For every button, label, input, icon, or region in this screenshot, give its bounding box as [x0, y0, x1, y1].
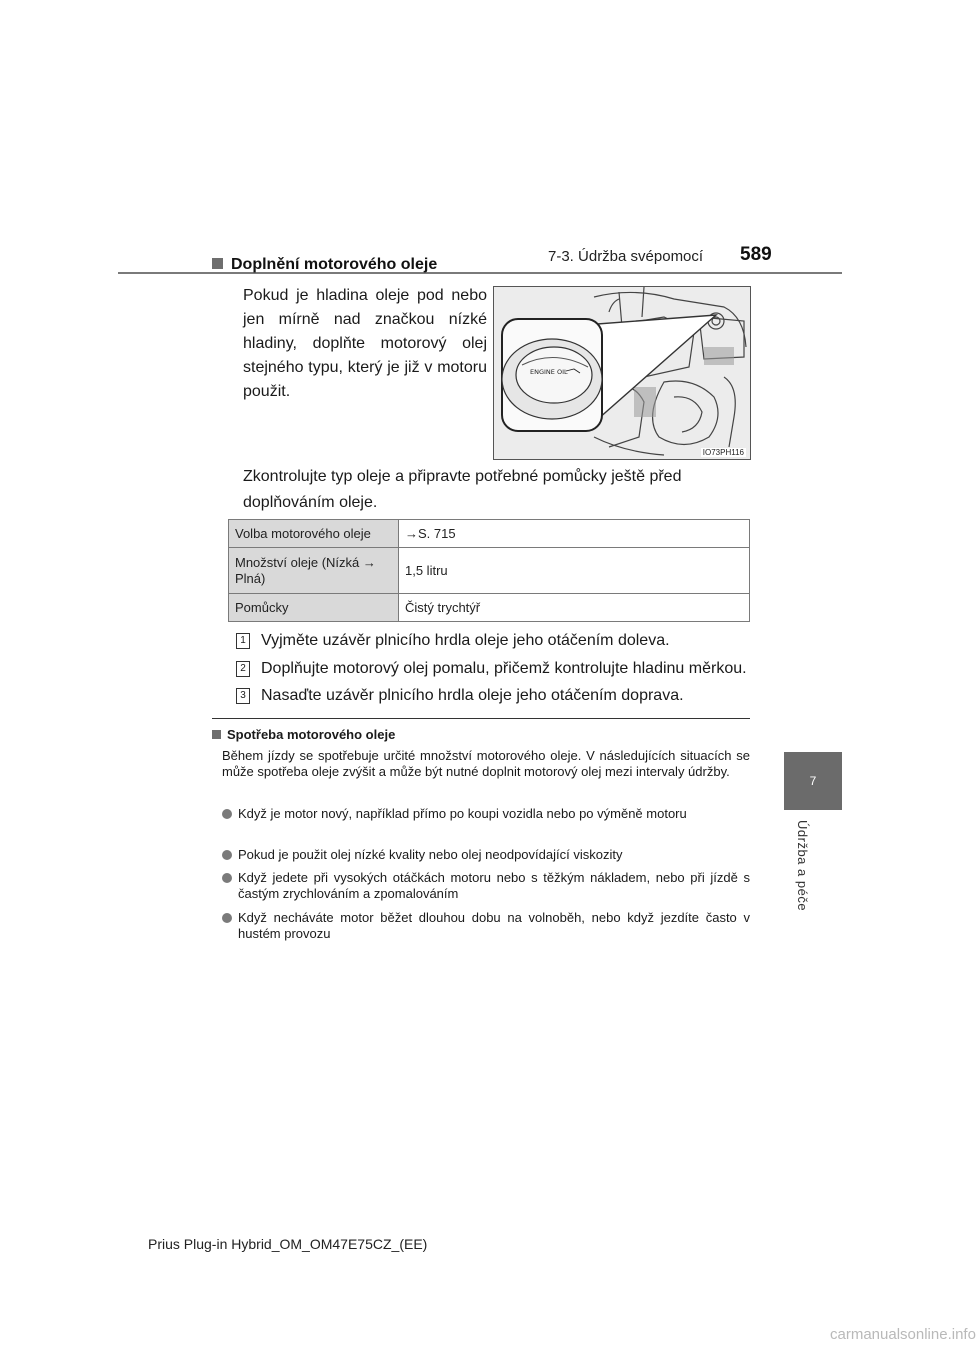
list-item-text: Když je motor nový, například přímo po koupi vozidla nebo po výměně motoru [238, 806, 687, 821]
notes-divider [212, 718, 750, 719]
table-row [229, 520, 750, 548]
table-key: Volba motorového oleje [229, 520, 399, 548]
step-item [236, 630, 756, 652]
list-item [222, 806, 750, 822]
bullet-dot-icon [222, 809, 232, 819]
section-title-text: Doplnění motorového oleje [231, 256, 438, 273]
document-footer: Prius Plug-in Hybrid_OM_OM47E75CZ_(EE) [148, 1236, 428, 1252]
page-number: 589 [740, 244, 772, 265]
list-item [222, 870, 750, 902]
oil-cap-label: ENGINE OIL [530, 368, 568, 376]
table-row [229, 548, 750, 594]
section-title [212, 256, 437, 274]
notes-paragraph: Během jízdy se spotřebuje určité množství motorového oleje. V následujících situacích se může spotřeba oleje zvýšit a může být nutné doplnit motorový olej mezi intervaly údržby. [222, 748, 750, 779]
table-value: Čistý trychtýř [399, 594, 750, 622]
chapter-label: Údržba a péče [795, 820, 810, 912]
square-bullet-icon [212, 258, 223, 269]
oil-spec-table [228, 519, 750, 622]
check-paragraph: Zkontrolujte typ oleje a připravte potřebné pomůcky ještě před doplňováním oleje. [243, 468, 682, 511]
engine-oil-cap-illustration [493, 286, 751, 460]
intro-paragraph: Pokud je hladina oleje pod nebo jen mírně nad značkou nízké hladiny, doplňte motorový olej stejného typu, který je již v motoru použit. [243, 287, 487, 400]
table-key: Množství oleje (Nízká → Plná) [229, 548, 399, 594]
bullet-dot-icon [222, 850, 232, 860]
step-number-badge: 1 [236, 633, 250, 649]
table-key: Pomůcky [229, 594, 399, 622]
step-item [236, 685, 756, 707]
step-number-badge: 2 [236, 661, 250, 677]
step-item [236, 658, 756, 680]
step-text: Vyjměte uzávěr plnicího hrdla oleje jeho otáčením doleva. [261, 632, 670, 649]
chapter-number: 7 [809, 774, 817, 788]
list-item-text: Když jedete při vysokých otáčkách motoru nebo s těžkým nákladem, nebo při jízdě s častým zrychlováním a zpomalováním [238, 870, 750, 901]
watermark: carmanualsonline.info [830, 1326, 976, 1343]
bullet-dot-icon [222, 873, 232, 883]
table-value-link[interactable]: →S. 715 [399, 520, 750, 548]
table-value: 1,5 litru [399, 548, 750, 594]
step-number-badge: 3 [236, 688, 250, 704]
engine-compartment-drawing [494, 287, 750, 459]
step-text: Nasaďte uzávěr plnicího hrdla oleje jeho otáčením doprava. [261, 687, 684, 704]
figure-code: IO73PH116 [702, 448, 744, 457]
notes-title-text: Spotřeba motorového oleje [227, 727, 396, 742]
list-item-text: Když necháváte motor běžet dlouhou dobu na volnoběh, nebo když jezdíte často v hustém provozu [238, 910, 750, 941]
step-text: Doplňujte motorový olej pomalu, přičemž kontrolujte hladinu měrkou. [261, 660, 747, 677]
list-item [222, 910, 750, 942]
square-bullet-icon [212, 730, 221, 739]
chapter-tab[interactable] [784, 752, 842, 810]
table-row [229, 594, 750, 622]
running-header-section: 7-3. Údržba svépomocí [548, 248, 704, 265]
list-item [222, 847, 750, 863]
notes-title [212, 727, 395, 742]
list-item-text: Pokud je použit olej nízké kvality nebo olej neodpovídající viskozity [238, 847, 623, 862]
bullet-dot-icon [222, 913, 232, 923]
